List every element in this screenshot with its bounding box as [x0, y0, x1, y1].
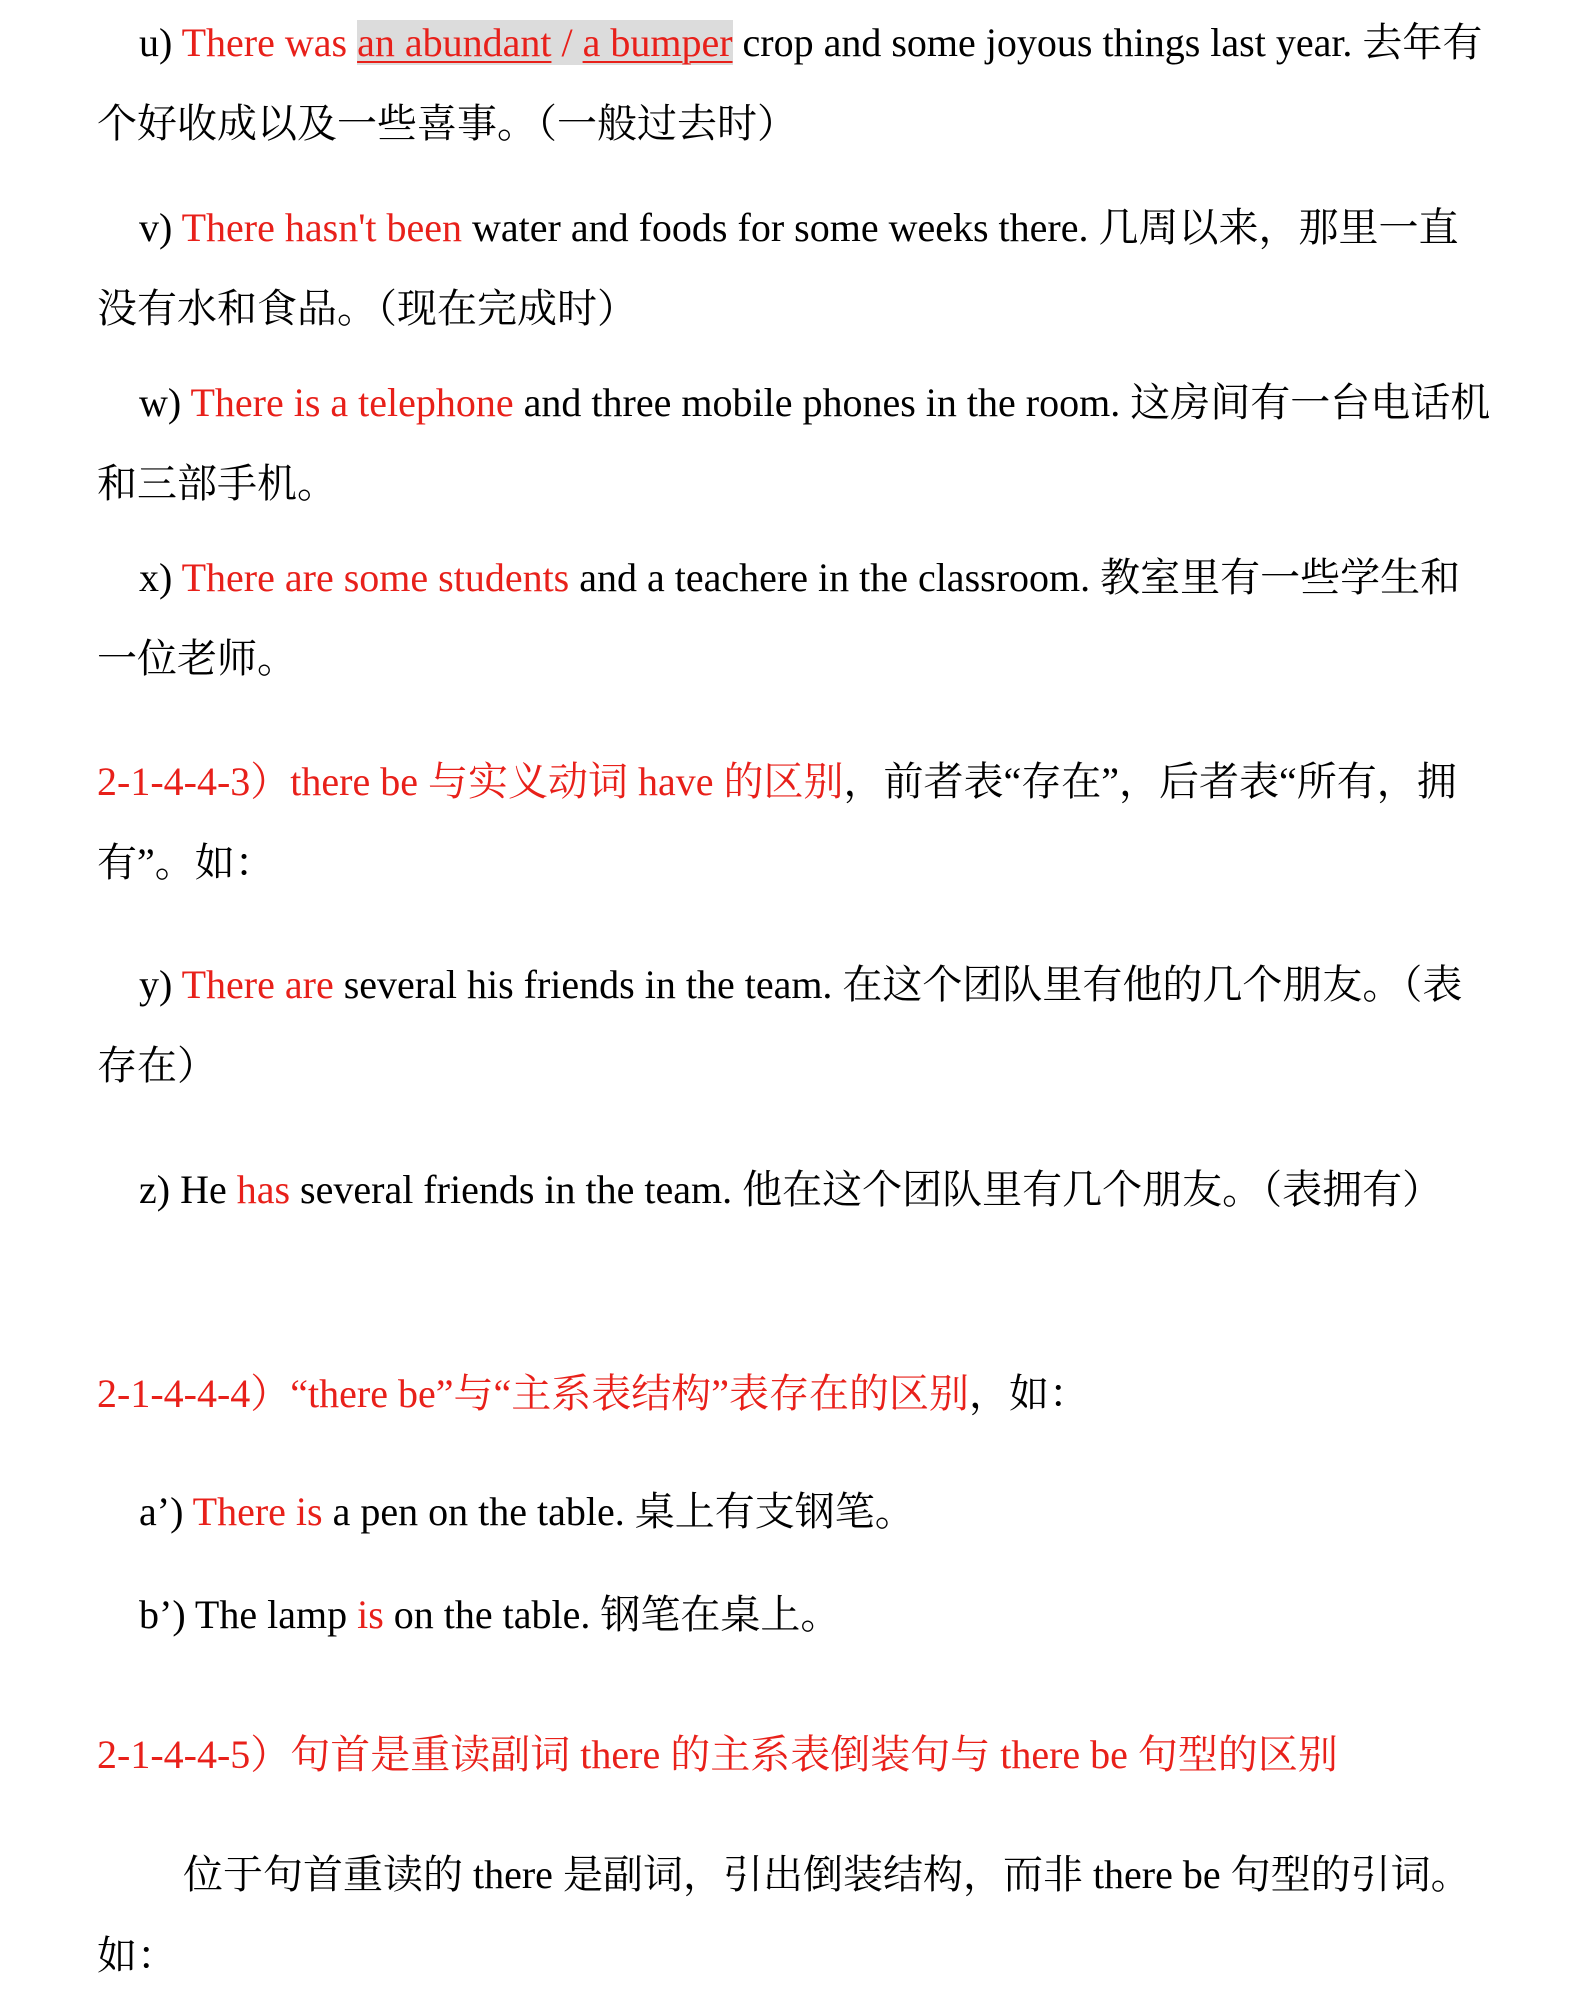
highlight-phrase: has	[236, 1167, 291, 1212]
highlight-phrase: an abundant	[357, 20, 552, 65]
example-label: z) He	[139, 1167, 237, 1212]
section-heading: 2-1-4-4-4）“there be”与“主系表结构”表存在的区别	[97, 1371, 969, 1416]
section-heading: 2-1-4-4-5）句首是重读副词 there 的主系表倒装句与 there be 句型的区别	[97, 1732, 1338, 1777]
section-heading-2-1-4-4-3	[97, 741, 1497, 903]
example-text: a pen on the table. 桌上有支钢笔。	[322, 1489, 915, 1534]
highlight-phrase: There is	[192, 1489, 323, 1534]
example-x	[97, 537, 1497, 699]
highlight-phrase: There are some students	[181, 555, 570, 600]
example-label: a’)	[139, 1489, 193, 1534]
example-text: and three mobile phones in the room. 这房间有一台电话机和三部手机。	[97, 380, 1491, 506]
example-b-prime	[97, 1574, 1497, 1655]
highlight-phrase: There hasn't been	[181, 205, 463, 250]
example-label: w)	[139, 380, 191, 425]
section-heading-2-1-4-4-4	[97, 1353, 1497, 1434]
example-a-prime	[97, 1471, 1497, 1552]
example-label: x)	[139, 555, 182, 600]
example-text: several his friends in the team. 在这个团队里有他的几个朋友。（表存在）	[97, 962, 1463, 1088]
section-heading: 2-1-4-4-3）there be 与实义动词 have 的区别	[97, 759, 844, 804]
example-label: b’) The lamp	[139, 1592, 358, 1637]
example-label: v)	[139, 205, 182, 250]
example-text: and a teachere in the classroom. 教室里有一些学生和一位老师。	[97, 555, 1461, 681]
highlight-phrase: a bumper	[582, 20, 733, 65]
example-text: on the table. 钢笔在桌上。	[383, 1592, 841, 1637]
highlight-phrase: There are	[181, 962, 334, 1007]
highlight-phrase: There is a telephone	[190, 380, 514, 425]
example-label: y)	[139, 962, 182, 1007]
body-paragraph	[97, 1834, 1497, 1996]
example-z	[97, 1149, 1497, 1230]
example-text: several friends in the team. 他在这个团队里有几个朋友。（表拥有）	[290, 1167, 1443, 1212]
highlight-phrase: There was	[181, 20, 358, 65]
example-y	[97, 944, 1497, 1106]
example-w	[97, 362, 1497, 524]
highlight-phrase: /	[551, 20, 583, 65]
section-heading-2-1-4-4-5	[97, 1714, 1497, 1795]
example-label: u)	[139, 20, 182, 65]
heading-text: ，如：	[969, 1371, 1089, 1416]
heading-text: ，前者表“存在”，后者表“所有，拥有”。如：	[97, 759, 1457, 885]
example-v	[97, 187, 1497, 349]
example-text: crop and some joyous things last year. 去年有个好收成以及一些喜事。（一般过去时）	[97, 20, 1483, 146]
example-u	[97, 2, 1497, 164]
paragraph-text: 位于句首重读的 there 是副词，引出倒装结构，而非 there be 句型的引词。如：	[97, 1852, 1471, 1978]
highlight-phrase: is	[357, 1592, 384, 1637]
example-text: water and foods for some weeks there. 几周以来，那里一直没有水和食品。（现在完成时）	[97, 205, 1459, 331]
